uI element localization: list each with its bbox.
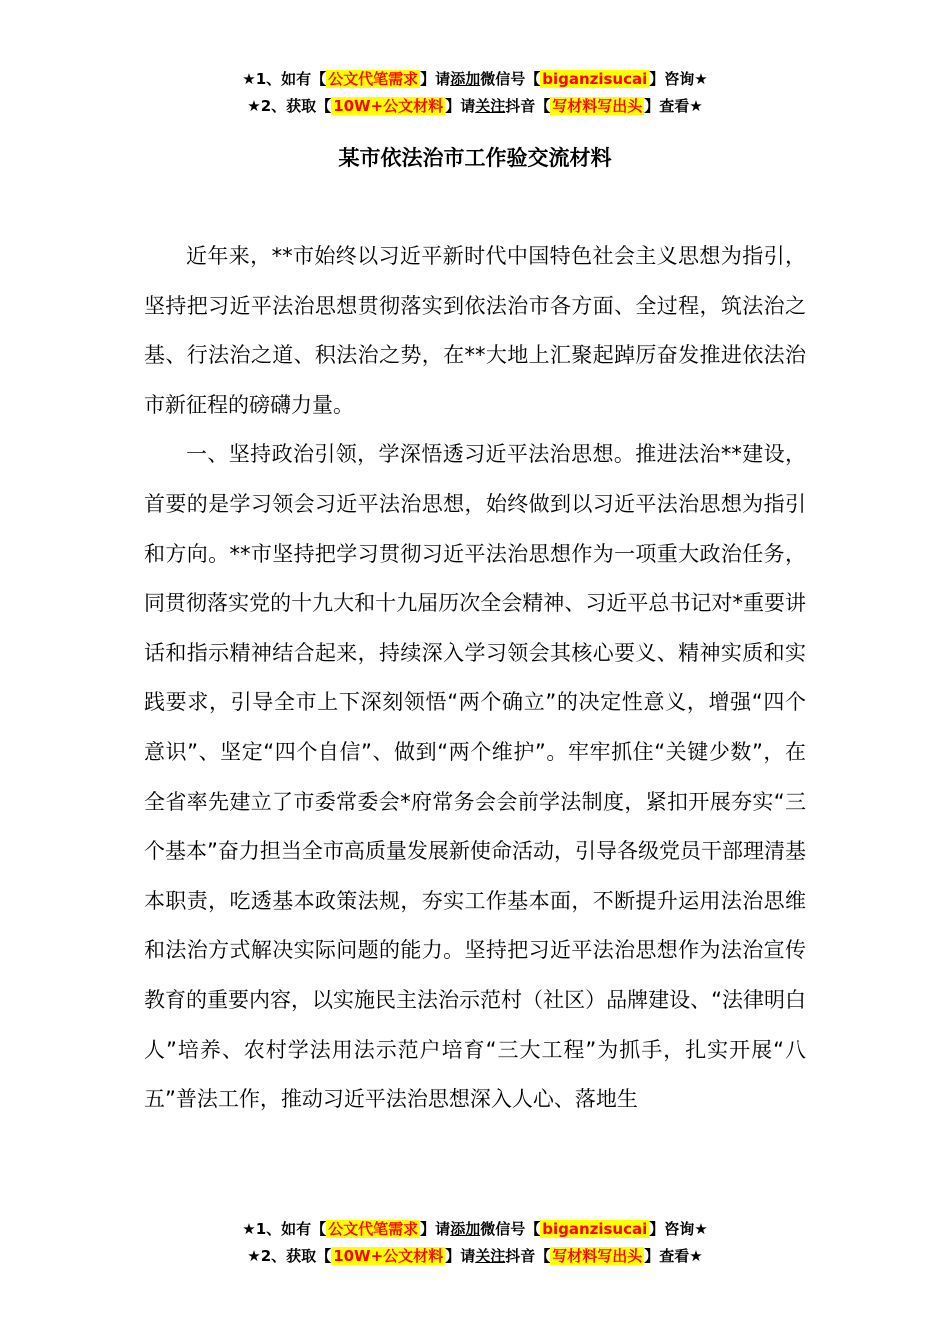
bottom-banner: [0, 1216, 950, 1270]
banner-underlined-text: 添加: [450, 1220, 481, 1238]
banner-text: 微信号【: [480, 1220, 541, 1238]
banner-highlight: 公文代笔需求: [328, 1220, 419, 1238]
top-banner: [0, 66, 950, 120]
banner-text: ★1、如有【: [242, 70, 327, 88]
banner-highlight: biganzisucai: [542, 70, 648, 88]
banner-text: 】请: [420, 70, 451, 88]
banner-line-1: [0, 66, 950, 93]
banner-text: ★2、获取【: [247, 1247, 332, 1265]
banner-line-2: [0, 1243, 950, 1270]
banner-underlined-text: 添加: [450, 70, 481, 88]
banner-highlight: 10W+公文材料: [333, 97, 444, 115]
banner-text: ★2、获取【: [247, 97, 332, 115]
banner-text: 】咨询★: [649, 1220, 708, 1238]
banner-text: 微信号【: [480, 70, 541, 88]
banner-text: 抖音【: [505, 1247, 551, 1265]
banner-text: 】查看★: [644, 1247, 703, 1265]
banner-text: 】请: [445, 1247, 476, 1265]
document-title: 某市依法治市工作验交流材料: [338, 146, 612, 170]
body-paragraph: 一、坚持政治引领，学深悟透习近平法治思想。推进法治**建设，首要的是学习领会习近平法治思想，始终做到以习近平法治思想为指引和方向。**市坚持把学习贯彻习近平法治思想作为一项重大政治任务，同贯彻落实党的十九大和十九届历次全会精神、习近平总书记对*重要讲话和指示精神结合起来，持续深入学习领会其核心要义、精神实质和实践要求，引导全市上下深刻领悟“两个确立”的决定性意义，增强“四个意识”、坚定“四个自信”、做到“两个维护”。牢牢抓住“关键少数”，在全省率先建立了市委常委会*府常务会会前学法制度，紧扣开展夯实“三个基本”奋力担当全市高质量发展新使命活动，引导各级党员干部理清基本职责，吃透基本政策法规，夯实工作基本面，不断提升运用法治思维和法治方式解决实际问题的能力。坚持把习近平法治思想作为法治宣传教育的重要内容，以实施民主法治示范村（社区）品牌建设、“法律明白人”培养、农村学法用法示范户培育“三大工程”为抓手，扎实开展“八五”普法工作，推动习近平法治思想深入人心、落地生: [144, 442, 806, 1112]
banner-underlined-text: 关注: [475, 97, 506, 115]
banner-highlight: biganzisucai: [542, 1220, 648, 1238]
banner-text: 抖音【: [505, 97, 551, 115]
banner-underlined-text: 关注: [475, 1247, 506, 1265]
banner-line-2: [0, 93, 950, 120]
banner-text: 】查看★: [644, 97, 703, 115]
banner-text: 】请: [445, 97, 476, 115]
banner-highlight: 10W+公文材料: [333, 1247, 444, 1265]
banner-text: 】咨询★: [649, 70, 708, 88]
document-body: [144, 232, 806, 1125]
banner-highlight: 写材料写出头: [552, 97, 643, 115]
banner-line-1: [0, 1216, 950, 1243]
banner-highlight: 写材料写出头: [552, 1247, 643, 1265]
banner-text: ★1、如有【: [242, 1220, 327, 1238]
banner-text: 】请: [420, 1220, 451, 1238]
body-paragraph: 近年来，**市始终以习近平新时代中国特色社会主义思想为指引，坚持把习近平法治思想贯彻落实到依法治市各方面、全过程，筑法治之基、行法治之道、积法治之势，在**大地上汇聚起踔厉奋发推进依法治市新征程的磅礴力量。: [144, 244, 806, 417]
banner-highlight: 公文代笔需求: [328, 70, 419, 88]
